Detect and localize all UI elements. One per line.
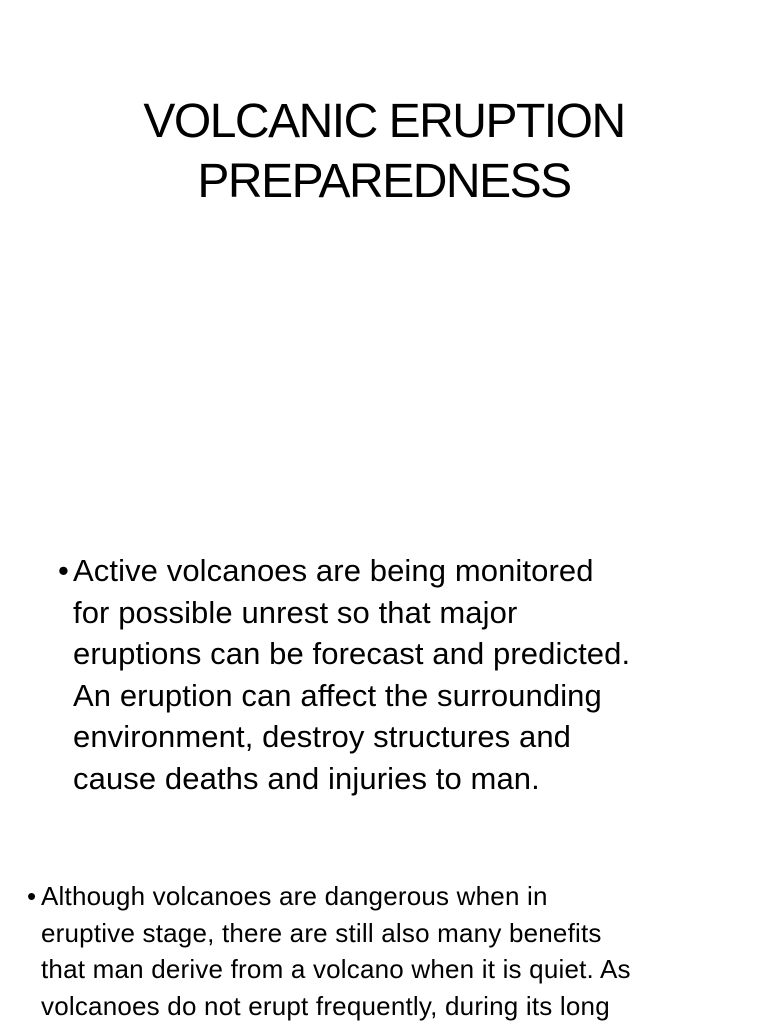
bullet-benefits [27,878,762,1024]
bullet-line: that man derive from a volcano when it is quiet. As [41,954,631,984]
bullet-line: eruptive stage, there are still also many benefits [41,917,602,948]
bullet-line: for possible unrest so that major [73,594,518,630]
bullet-line: eruptions can be forecast and predicted. [73,636,631,671]
bullet-line: An eruption can affect the surrounding [73,677,602,713]
bullet-line: Active volcanoes are being monitored [73,553,594,588]
slide-title-line: VOLCANIC ERUPTION [143,95,625,148]
bullet-line: volcanoes do not erupt frequently, during its long [41,990,610,1021]
slide-title [0,92,768,212]
bullet-marker: • [27,881,37,911]
bullet-line: Although volcanoes are dangerous when in [41,881,548,911]
bullet-text [73,550,748,799]
bullet-text [41,878,762,1024]
slide-title-line: PREPAREDNESS [197,155,571,208]
bullet-line: cause deaths and injuries to man. [73,760,540,796]
bullet-monitoring [58,550,748,799]
bullet-marker: • [58,553,69,588]
bullet-line: environment, destroy structures and [73,719,572,754]
